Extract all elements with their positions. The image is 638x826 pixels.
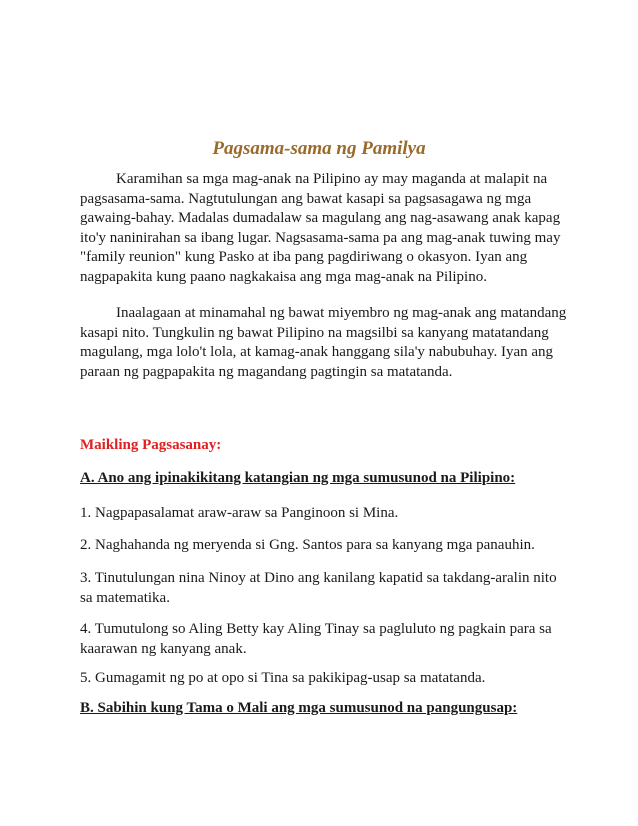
question-item-1: 1. Nagpapasalamat araw-araw sa Panginoon si Mina. (80, 505, 399, 521)
question-item-4: 4. Tumutulong so Aling Betty kay Aling Tinay sa pagluluto ng pagkain para sa kaarawan ng kanyang anak. (80, 621, 552, 657)
question-item-5: 5. Gumagamit ng po at opo si Tina sa pakikipag-usap sa matatanda. (80, 670, 486, 686)
paragraph-2: Inaalagaan at minamahal ng bawat miyembro ng mag-anak ang matandang kasapi nito. Tungkulin ng bawat Pilipino na magsilbi sa kanyang matatandang magulang, mga lolo't lola, at kamag-anak hanggang sila'y nabubuhay. Iyan ang paraan ng pagpapakita ng magandang pagtingin sa matatanda. (80, 305, 567, 380)
document-title: Pagsama-sama ng Pamilya (212, 138, 426, 159)
exercise-heading: Maikling Pagsasanay: (80, 437, 222, 453)
question-item-2: 2. Naghahanda ng meryenda si Gng. Santos para sa kanyang mga panauhin. (80, 537, 535, 553)
section-a-heading: A. Ano ang ipinakikitang katangian ng mga sumusunod na Pilipino: (80, 470, 516, 486)
section-b-heading: B. Sabihin kung Tama o Mali ang mga sumusunod na pangungusap: (80, 700, 518, 716)
question-item-3: 3. Tinutulungan nina Ninoy at Dino ang kanilang kapatid sa takdang-aralin nito sa matematika. (80, 570, 557, 606)
paragraph-1: Karamihan sa mga mag-anak na Pilipino ay may maganda at malapit na pagsasama-sama. Nagtutulungan ang bawat kasapi sa pagsasagawa ng mga gawaing-bahay. Madalas dumadalaw sa magulang ang nag-asawang anak kapag ito'y naninirahan sa ibang lugar. Nagsasama-sama pa ang mag-anak tuwing may "family reunion" kung Pasko at iba pang pagdiriwang o okasyon. Iyan ang nagpapakita kung paano nagkakaisa ang mga mag-anak na Pilipino. (80, 171, 561, 285)
